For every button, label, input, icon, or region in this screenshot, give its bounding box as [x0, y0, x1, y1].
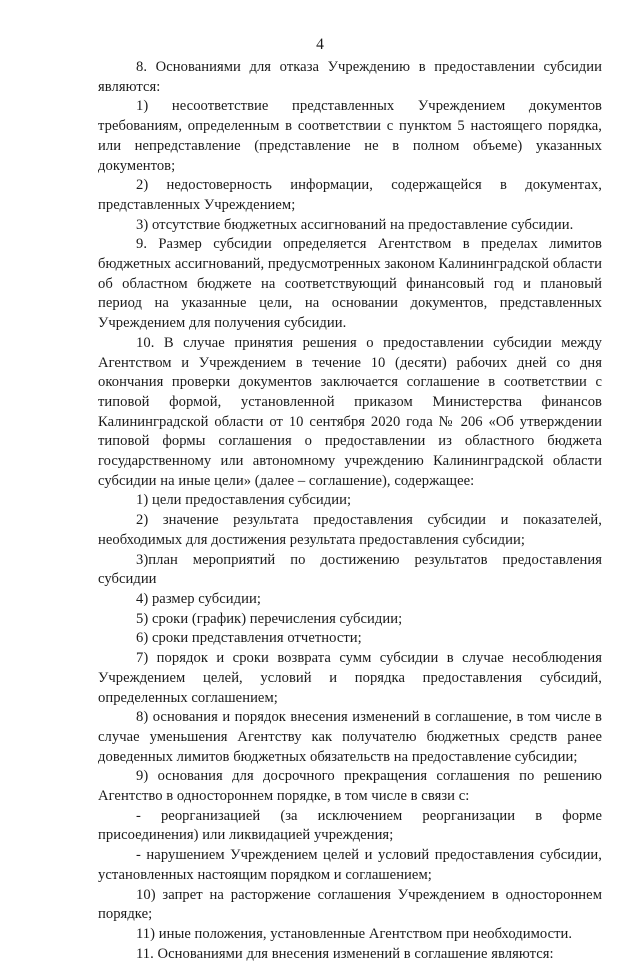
paragraph-8-item-2: 2) недостоверность информации, содержащейся в документах, представленных Учреждением;: [98, 177, 602, 213]
paragraph-10-item-9: 9) основания для досрочного прекращения соглашения по решению Агентство в одностороннем порядке, в том числе в связи с:: [98, 768, 602, 805]
paragraph-10-item-4: 4) размер субсидии;: [136, 590, 261, 607]
document-body: [98, 58, 602, 964]
paragraph-10-item-8: 8) основания и порядок внесения изменений в соглашение, в том числе в случае уменьшения Агентству как получателю бюджетных средств ранее доведенных лимитов бюджетных обязательств на предоставление субсидии;: [98, 709, 602, 765]
paragraph-10-item-5: 5) сроки (график) перечисления субсидии;: [136, 610, 403, 627]
paragraph-10-item-7: 7) порядок и сроки возврата сумм субсидии в случае несоблюдения Учреждением целей, условий и порядка предоставления субсидий, определенных соглашением;: [98, 650, 602, 706]
paragraph-9: 9. Размер субсидии определяется Агентством в пределах лимитов бюджетных ассигнований, предусмотренных законом Калининградской области об областном бюджете на соответствующий финансовый год и плановый период на указанные цели, на основании документов, представленных Учреждением для получения субсидии.: [98, 236, 602, 332]
page-number: 4: [316, 36, 324, 53]
paragraph-10-item-10: 10) запрет на расторжение соглашения Учреждением в одностороннем порядке;: [98, 886, 602, 923]
paragraph-10-item-2: 2) значение результата предоставления субсидии и показателей, необходимых для достижения результата предоставления субсидии;: [98, 512, 602, 548]
paragraph-8-item-1: 1) несоответствие представленных Учреждением документов требованиям, определенным в соответствии с пунктом 5 настоящего порядка, или непредставление (представление не в полном объеме) указанных документов;: [98, 98, 602, 174]
paragraph-10: 10. В случае принятия решения о предоставлении субсидии между Агентством и Учреждением в течение 10 (десяти) рабочих дней со дня окончания проверки документов заключается соглашение в соответствии с типовой формой, установленной приказом Министерства финансов Калининградской области от 10 сентября 2020 года № 206 «Об утверждении типовой формы соглашения о предоставлении из областного бюджета государственному или автономному учреждению Калининградской области субсидии на иные цели» (далее – соглашение), содержащее:: [98, 334, 602, 489]
paragraph-8-heading: 8. Основаниями для отказа Учреждению в предоставлении субсидии являются:: [98, 59, 602, 95]
paragraph-10-item-9-sub-2: - нарушением Учреждением целей и условий предоставления субсидии, установленных настоящим порядком и соглашением;: [98, 847, 602, 883]
paragraph-10-item-11: 11) иные положения, установленные Агентством при необходимости.: [136, 925, 573, 942]
paragraph-10-item-9-sub-1: - реорганизацией (за исключением реорганизации в форме присоединения) или ликвидацией учреждения;: [98, 807, 602, 844]
paragraph-11-heading: 11. Основаниями для внесения изменений в соглашение являются:: [136, 945, 554, 962]
paragraph-10-item-1: 1) цели предоставления субсидии;: [136, 492, 352, 509]
paragraph-10-item-6: 6) сроки представления отчетности;: [136, 630, 362, 647]
paragraph-8-item-3: 3) отсутствие бюджетных ассигнований на предоставление субсидии.: [136, 216, 574, 233]
paragraph-10-item-3: 3)план мероприятий по достижению результатов предоставления субсидии: [98, 551, 602, 588]
